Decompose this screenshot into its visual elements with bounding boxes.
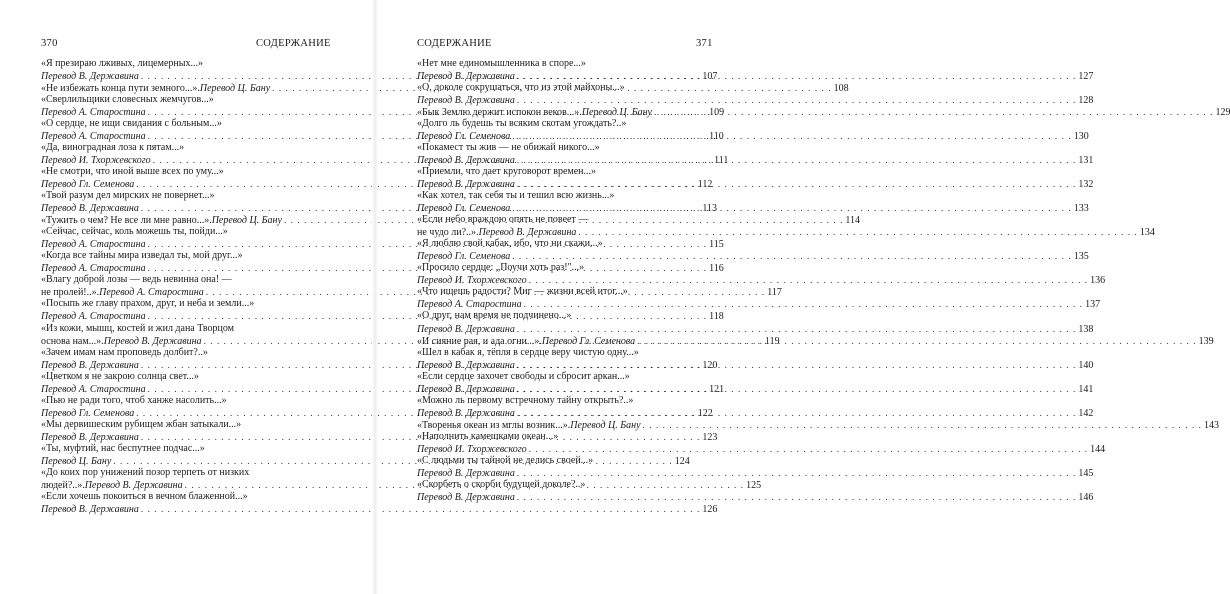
page-ref: 131 [1078, 154, 1094, 166]
page-ref: 145 [1078, 468, 1094, 480]
translator-credit: Перевод В. Державина [478, 227, 577, 239]
poem-title: «О друг, нам время не подчинено...» [417, 310, 572, 322]
page-ref: 130 [1073, 130, 1089, 142]
page-ref: 128 [1078, 94, 1094, 106]
dot-leader [522, 298, 1085, 310]
translator-credit: Перевод А. Старостина [41, 263, 146, 275]
translator-credit: Перевод В. Державина [103, 335, 202, 347]
poem-title: «О, доколе сокрушаться, что из этой майхоны...» [417, 81, 625, 93]
dot-leader [641, 419, 1204, 431]
dot-leader [515, 323, 1078, 335]
running-header: СОДЕРЖАНИЕ [256, 38, 331, 49]
page-ref: 129 [1215, 106, 1230, 118]
page-number: 371 [696, 38, 713, 49]
translator-credit: Перевод И. Тхоржевского [417, 444, 527, 455]
toc-entry [41, 491, 718, 516]
page-ref: 123 [702, 431, 718, 443]
page-ref: 144 [1090, 444, 1106, 455]
page-ref: 127 [1078, 70, 1094, 82]
translator-credit: Перевод В. Державина [417, 468, 515, 480]
page-ref: 114 [845, 215, 861, 227]
poem-title: «Цветком я не закрою солнца свет...» [41, 370, 199, 382]
translator-credit: Перевод В. Державина [41, 504, 139, 516]
translator-credit: Перевод А. Старостина [41, 239, 146, 251]
dot-leader [510, 202, 1073, 214]
translator-credit: Перевод В. Державина [41, 203, 139, 215]
translator-credit: Перевод А. Старостина [99, 287, 204, 299]
translator-credit: Перевод А. Старостина [41, 130, 146, 142]
page-ref: 109 [709, 106, 725, 118]
page-ref: 116 [709, 263, 724, 275]
page-number: 370 [41, 38, 58, 49]
poem-title: «Приемли, что дает круговорот времен...» [417, 165, 597, 177]
poem-title: «Не избежать конца пути земного...». [41, 82, 200, 94]
page-ref: 138 [1078, 323, 1094, 335]
translator-credit: Перевод В. Державина [417, 383, 515, 395]
page-ref: 146 [1078, 492, 1094, 504]
translator-credit: Перевод В. Державина [417, 407, 515, 419]
page-ref: 112 [697, 178, 713, 190]
page-ref: 133 [1073, 203, 1089, 215]
translator-credit: Перевод В. Державина [417, 178, 515, 190]
page-ref: 140 [1078, 359, 1094, 371]
dot-leader [510, 130, 1073, 142]
page-ref: 122 [697, 407, 713, 419]
translator-credit: Перевод В. Державина [417, 359, 515, 371]
poem-title: «Скорбеть о скорби будущей доколе?..» [417, 479, 586, 491]
dot-leader [515, 359, 1078, 371]
poem-title: «Если небо враждою опять не повеет — [417, 214, 589, 226]
page-ref: 118 [709, 311, 724, 323]
page-ref: 107 [702, 70, 718, 82]
dot-leader [515, 467, 1078, 479]
toc-entry [417, 190, 1089, 215]
poem-title: «До коих пор унижений позор терпеть от низких [41, 467, 250, 479]
translator-credit: Перевод Гл. Семенова [417, 203, 511, 215]
poem-title: не чудо ли?..». [417, 227, 479, 239]
translator-credit: Перевод Ц. Бану [581, 106, 652, 118]
translator-credit: Перевод Гл. Семенова [417, 130, 511, 142]
poem-title: «Наполнить камешками океан...» [417, 430, 559, 442]
translator-credit: Перевод Ц. Бану [41, 456, 112, 468]
poem-title: «И сияние рая, и ада огни...». [417, 335, 542, 347]
poem-title: «Мы дервишеским рубищем жбан затыкали...» [41, 418, 242, 430]
poem-title: «Посыпь же главу прахом, друг, и неба и земли...» [41, 298, 255, 310]
page-ref: 142 [1078, 407, 1094, 419]
translator-credit: Перевод И. Тхоржевского [41, 154, 151, 166]
translator-credit: Перевод В. Державина [417, 70, 515, 82]
page-ref: 117 [767, 287, 782, 299]
page-ref: 120 [702, 359, 718, 371]
translator-credit: Перевод Гл. Семенова [417, 251, 511, 263]
poem-title: «Сейчас, сейчас, коль можешь ты, пойди...» [41, 226, 228, 238]
poem-title: «Просило сердце: „Поучи хоть раз!"...» [417, 262, 585, 274]
page-ref: 126 [702, 504, 718, 516]
page-ref: 137 [1085, 299, 1101, 311]
translator-credit: Перевод Ц. Бану [570, 419, 641, 431]
translator-credit: Перевод В. Державина [417, 154, 515, 166]
poem-title: «Влагу доброй лозы — ведь невинна она! — [41, 274, 232, 286]
translator-credit: Перевод Гл. Семенова [541, 335, 636, 347]
dot-leader [527, 274, 1090, 286]
poem-title: «Твой разум дел мирских не повернет...» [41, 190, 215, 202]
poem-title: «О сердце, не ищи свидания с больным...» [41, 117, 222, 129]
page-ref: 134 [1139, 227, 1155, 239]
poem-title: «Если сердце захочет свободы и сбросит аркан...» [417, 370, 630, 382]
toc-entry [417, 165, 1094, 190]
dot-leader [635, 335, 1198, 347]
poem-title: «Из кожи, мышц, костей и жил дана Творцом [41, 322, 235, 334]
translator-credit: Перевод А. Старостина [41, 311, 146, 323]
dot-leader [515, 94, 1078, 106]
dot-leader [515, 178, 1078, 190]
poem-title: «Покамест ты жив — не обижай никого...» [417, 141, 600, 153]
page-ref: 136 [1090, 275, 1106, 287]
page-ref: 119 [765, 335, 780, 347]
poem-title: «Творенья океан из мглы возник...». [417, 419, 571, 431]
poem-title: «Нет мне единомышленника в споре...» [417, 57, 586, 69]
toc-entry [417, 430, 1106, 455]
translator-credit: Перевод А. Старостина [41, 106, 146, 118]
poem-title: «Я люблю свой кабак, ибо, что ни скажи...» [417, 238, 603, 250]
page-ref: 143 [1204, 419, 1219, 431]
page-ref: 111 [714, 154, 729, 166]
dot-leader [515, 491, 1078, 503]
page-ref: 115 [709, 239, 724, 251]
poem-title: «С людьми ты тайной не делись своей...» [417, 455, 594, 467]
dot-leader [515, 70, 1078, 82]
poem-title: «Шел в кабак я, тёпля в сердце веру чистую одну...» [417, 346, 639, 358]
translator-credit: Перевод Гл. Семенова [41, 178, 135, 190]
dot-leader [515, 407, 1078, 419]
translator-credit: Перевод А. Старостина [41, 383, 146, 395]
toc-entry [417, 57, 1094, 82]
translator-credit: Перевод Ц. Бану [199, 82, 271, 94]
translator-credit: Перевод В. Державина [417, 323, 515, 335]
poem-title: «Бык Землю держит испокон веков...». [417, 106, 582, 118]
toc-entry [417, 346, 1094, 371]
translator-credit: Перевод Гл. Семенова [41, 407, 135, 419]
poem-title: «Если хочешь покоиться в вечном блаженной...» [41, 491, 248, 503]
poem-title: «Долго ль будешь ты всяким скотам угождать?..» [417, 117, 627, 129]
poem-title: «Ты, муфтий, нас беспутнее подчас...» [41, 443, 205, 454]
page-ref: 113 [702, 203, 717, 215]
page-ref: 110 [709, 130, 724, 142]
toc-entry [417, 394, 1094, 419]
poem-title: «Когда все тайны мира изведал ты, мой друг...» [41, 250, 243, 262]
poem-title: «Зачем имам нам проповедь долбит?..» [41, 346, 208, 358]
translator-credit: Перевод А. Старостина [417, 299, 522, 311]
translator-credit: Перевод В. Державина [84, 480, 183, 492]
dot-leader [510, 250, 1073, 262]
page-ref: 124 [674, 456, 690, 468]
page-ref: 139 [1198, 335, 1214, 347]
translator-credit: Перевод Ц. Бану [211, 215, 282, 227]
poem-title: «Тужить о чем? Не все ли мне равно...». [41, 215, 212, 227]
toc-entry [417, 455, 1094, 480]
translator-credit: Перевод В. Державина [41, 431, 139, 443]
translator-credit: Перевод В. Державина [417, 94, 515, 106]
dot-leader [515, 154, 1078, 166]
poem-title: «Что ищешь радости? Миг — жизни всей итог...» [417, 286, 628, 298]
page-ref: 135 [1073, 251, 1089, 263]
poem-title: людей?..». [41, 480, 85, 492]
poem-title: «Я презираю лживых, лицемерных...» [41, 57, 203, 69]
page-ref: 132 [1078, 178, 1094, 190]
poem-title: не пролей!..». [41, 287, 100, 299]
poem-title: «Не смотри, что иной выше всех по уму...» [41, 165, 224, 177]
translator-credit: Перевод В. Державина [41, 70, 139, 82]
dot-leader [576, 226, 1139, 238]
translator-credit: Перевод В. Державина [41, 359, 139, 371]
translator-credit: Перевод В. Державина [417, 492, 515, 504]
poem-title: «Как хотел, так себя ты и тешил всю жизнь...» [417, 190, 615, 202]
dot-leader [515, 383, 1078, 395]
poem-title: «Да, виноградная лоза к пятам...» [41, 141, 185, 153]
dot-leader [527, 443, 1090, 455]
page-ref: 125 [746, 480, 762, 492]
dot-leader [652, 106, 1215, 118]
page-ref: 141 [1078, 383, 1094, 395]
toc-entry [417, 419, 1219, 431]
poem-title: «Сверлильщики словесных жемчугов...» [41, 93, 214, 105]
page-ref: 121 [709, 383, 725, 395]
running-header: СОДЕРЖАНИЕ [417, 38, 492, 49]
poem-title: «Пью не ради того, чтоб ханже насолить...» [41, 394, 227, 406]
translator-credit: Перевод И. Тхоржевского [417, 275, 527, 287]
poem-title: основа нам...». [41, 335, 104, 347]
poem-title: «Можно ль первому встречному тайну открыть?..» [417, 394, 634, 406]
page-ref: 108 [833, 82, 849, 94]
